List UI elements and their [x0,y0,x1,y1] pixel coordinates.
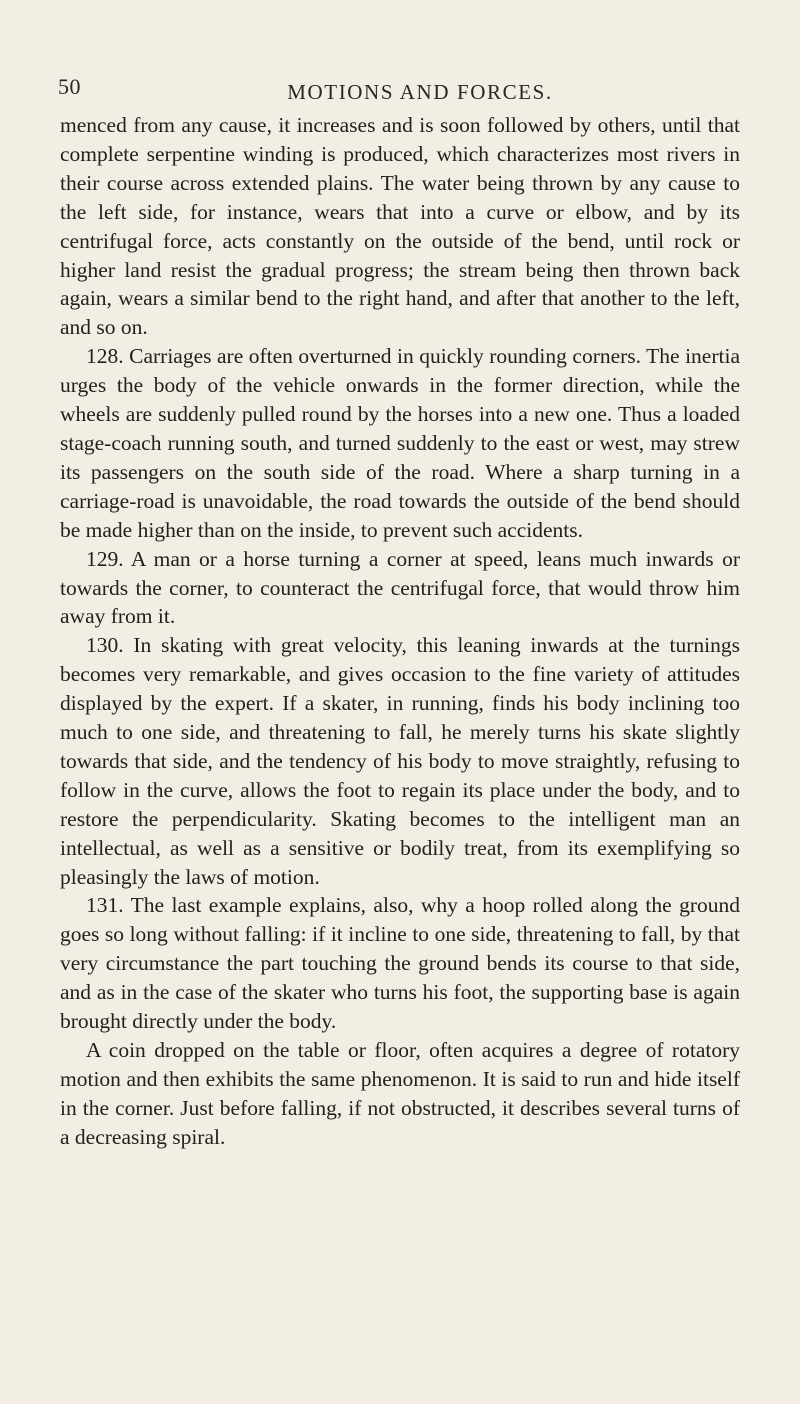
paragraph-coin: A coin dropped on the table or floor, often acquires a degree of rotatory motion and then exhibits the same phenomenon. It is said to run and hide itself in the corner. Just before falling, if not obstructed, it describes several turns of a decreasing spiral. [60,1038,740,1149]
paragraph-continuation: menced from any cause, it increases and is soon followed by others, until that complete serpentine winding is produced, which characterizes most rivers in their course across extended plains. The water being thrown by any cause to the left side, for instance, wears that into a curve or elbow, and by its centrifugal force, acts constantly on the outside of the bend, until rock or higher land resist the gradual progress; the stream being then thrown back again, wears a similar bend to the right hand, and after that another to the left, and so on. [60,113,740,340]
paragraph-131: 131. The last example explains, also, why a hoop rolled along the ground goes so long without falling: if it incline to one side, threatening to fall, by that very circumstance the part touching the ground bends its course to that side, and as in the case of the skater who turns his foot, the supporting base is again brought directly under the body. [60,893,740,1034]
body-text [60,111,740,1152]
running-title: MOTIONS AND FORCES. [287,80,553,104]
paragraph-130: 130. In skating with great velocity, this leaning inwards at the turnings becomes very remarkable, and gives occasion to the fine variety of attitudes displayed by the expert. If a skater, in running, finds his body inclining too much to one side, and threatening to fall, he merely turns his skate slightly towards that side, and the tendency of his body to move straightly, refusing to follow in the curve, allows the foot to regain its place under the body, and to restore the perpendicularity. Skating becomes to the intelligent man an intellectual, as well as a sensitive or bodily treat, from its exemplifying so pleasingly the laws of motion. [60,633,740,889]
page-number: 50 [58,74,81,99]
paragraph-129: 129. A man or a horse turning a corner at speed, leans much inwards or towards the corner, to counteract the centrifugal force, that would throw him away from it. [60,546,740,629]
paragraph-128: 128. Carriages are often overturned in quickly rounding corners. The inertia urges the body of the vehicle onwards in the former direction, while the wheels are suddenly pulled round by the horses into a new one. Thus a loaded stage-coach running south, and turned suddenly to the east or west, may strew its passengers on the south side of the road. Where a sharp turning in a carriage-road is unavoidable, the road towards the outside of the bend should be made higher than on the inside, to prevent such accidents. [60,344,740,542]
